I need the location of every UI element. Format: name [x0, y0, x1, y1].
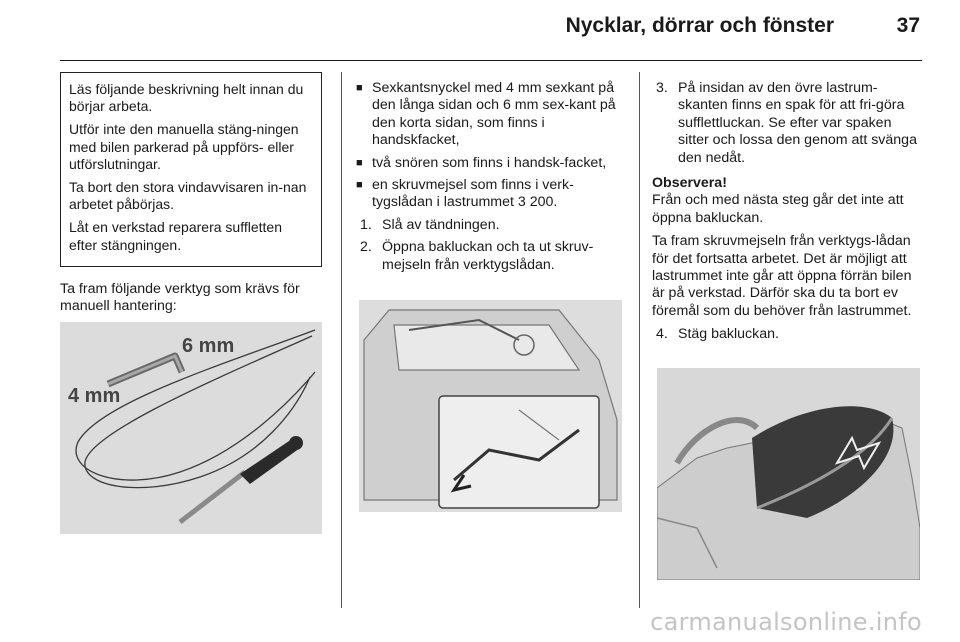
- step-item: 4. Stäg bakluckan.: [656, 326, 779, 343]
- bullet-square-icon: ■: [356, 82, 363, 94]
- tools-illustration: [60, 322, 322, 534]
- note-paragraph: Ta fram skruvmejseln från verktygs-lådan för det fortsatta arbetet. Det är möjligt att lastrummet inte går att öppna förrän bilen är på verkstad. Därför ska du ta bort ev föremål som du behöver från lastrummet.: [652, 233, 912, 319]
- column-divider-2: [639, 72, 640, 608]
- convertible-drawing: [657, 368, 920, 580]
- warning-box: [60, 72, 322, 267]
- label-4mm: 4 mm: [68, 385, 121, 407]
- warning-paragraph: Låt en verkstad reparera suffletten efter stängningen.: [69, 219, 282, 253]
- step-item: 3. På insidan av den övre lastrum-skanten finns en spak för att fri-göra sufflettluckan. Se efter var spaken sitter och lossa den genom att svänga den nedåt.: [656, 80, 917, 166]
- footer-watermark-url: carmanualsonline.info: [650, 608, 922, 636]
- note-paragraph: Från och med nästa steg går det inte att öppna bakluckan.: [652, 192, 904, 226]
- column-1-text: [60, 281, 322, 322]
- note-title: Observera!: [652, 175, 727, 192]
- trunk-illustration: [359, 300, 622, 512]
- tools-intro: Ta fram följande verktyg som krävs för manuell hantering:: [60, 281, 300, 315]
- page-header-title: Nycklar, dörrar och fönster: [565, 14, 834, 37]
- bullet-square-icon: ■: [356, 156, 363, 169]
- bullet-item: ■ två snören som finns i handsk-facket,: [356, 154, 607, 171]
- convertible-illustration: [657, 368, 920, 580]
- column-3-text: [652, 80, 922, 349]
- bullet-square-icon: ■: [356, 179, 363, 192]
- step-item: 1. Slå av tändningen.: [360, 216, 500, 233]
- trunk-drawing: [359, 300, 622, 512]
- warning-paragraph: Utför inte den manuella stäng-ningen med bilen parkerad på uppförs- eller utförslutningar.: [69, 121, 299, 172]
- column-divider-1: [341, 72, 342, 608]
- bullet-item: ■ en skruvmejsel som finns i verk-tygslådan i lastrummet 3 200.: [356, 177, 574, 211]
- column-2-text: [356, 80, 624, 279]
- warning-paragraph: Läs följande beskrivning helt innan du börjar arbeta.: [69, 81, 304, 115]
- header-rule: [60, 60, 922, 61]
- bullet-item: ■ Sexkantsnyckel med 4 mm sexkant på den långa sidan och 6 mm sex-kant på den korta sidan, som finns i handskfacket,: [356, 80, 616, 149]
- step-item: 2. Öppna bakluckan och ta ut skruv-mejseln från verktygslådan.: [360, 239, 594, 273]
- label-6mm: 6 mm: [182, 335, 235, 357]
- tools-drawing: [60, 322, 322, 534]
- page-number: 37: [896, 14, 920, 37]
- warning-paragraph: Ta bort den stora vindavvisaren in-nan arbetet påbörjas.: [69, 179, 307, 213]
